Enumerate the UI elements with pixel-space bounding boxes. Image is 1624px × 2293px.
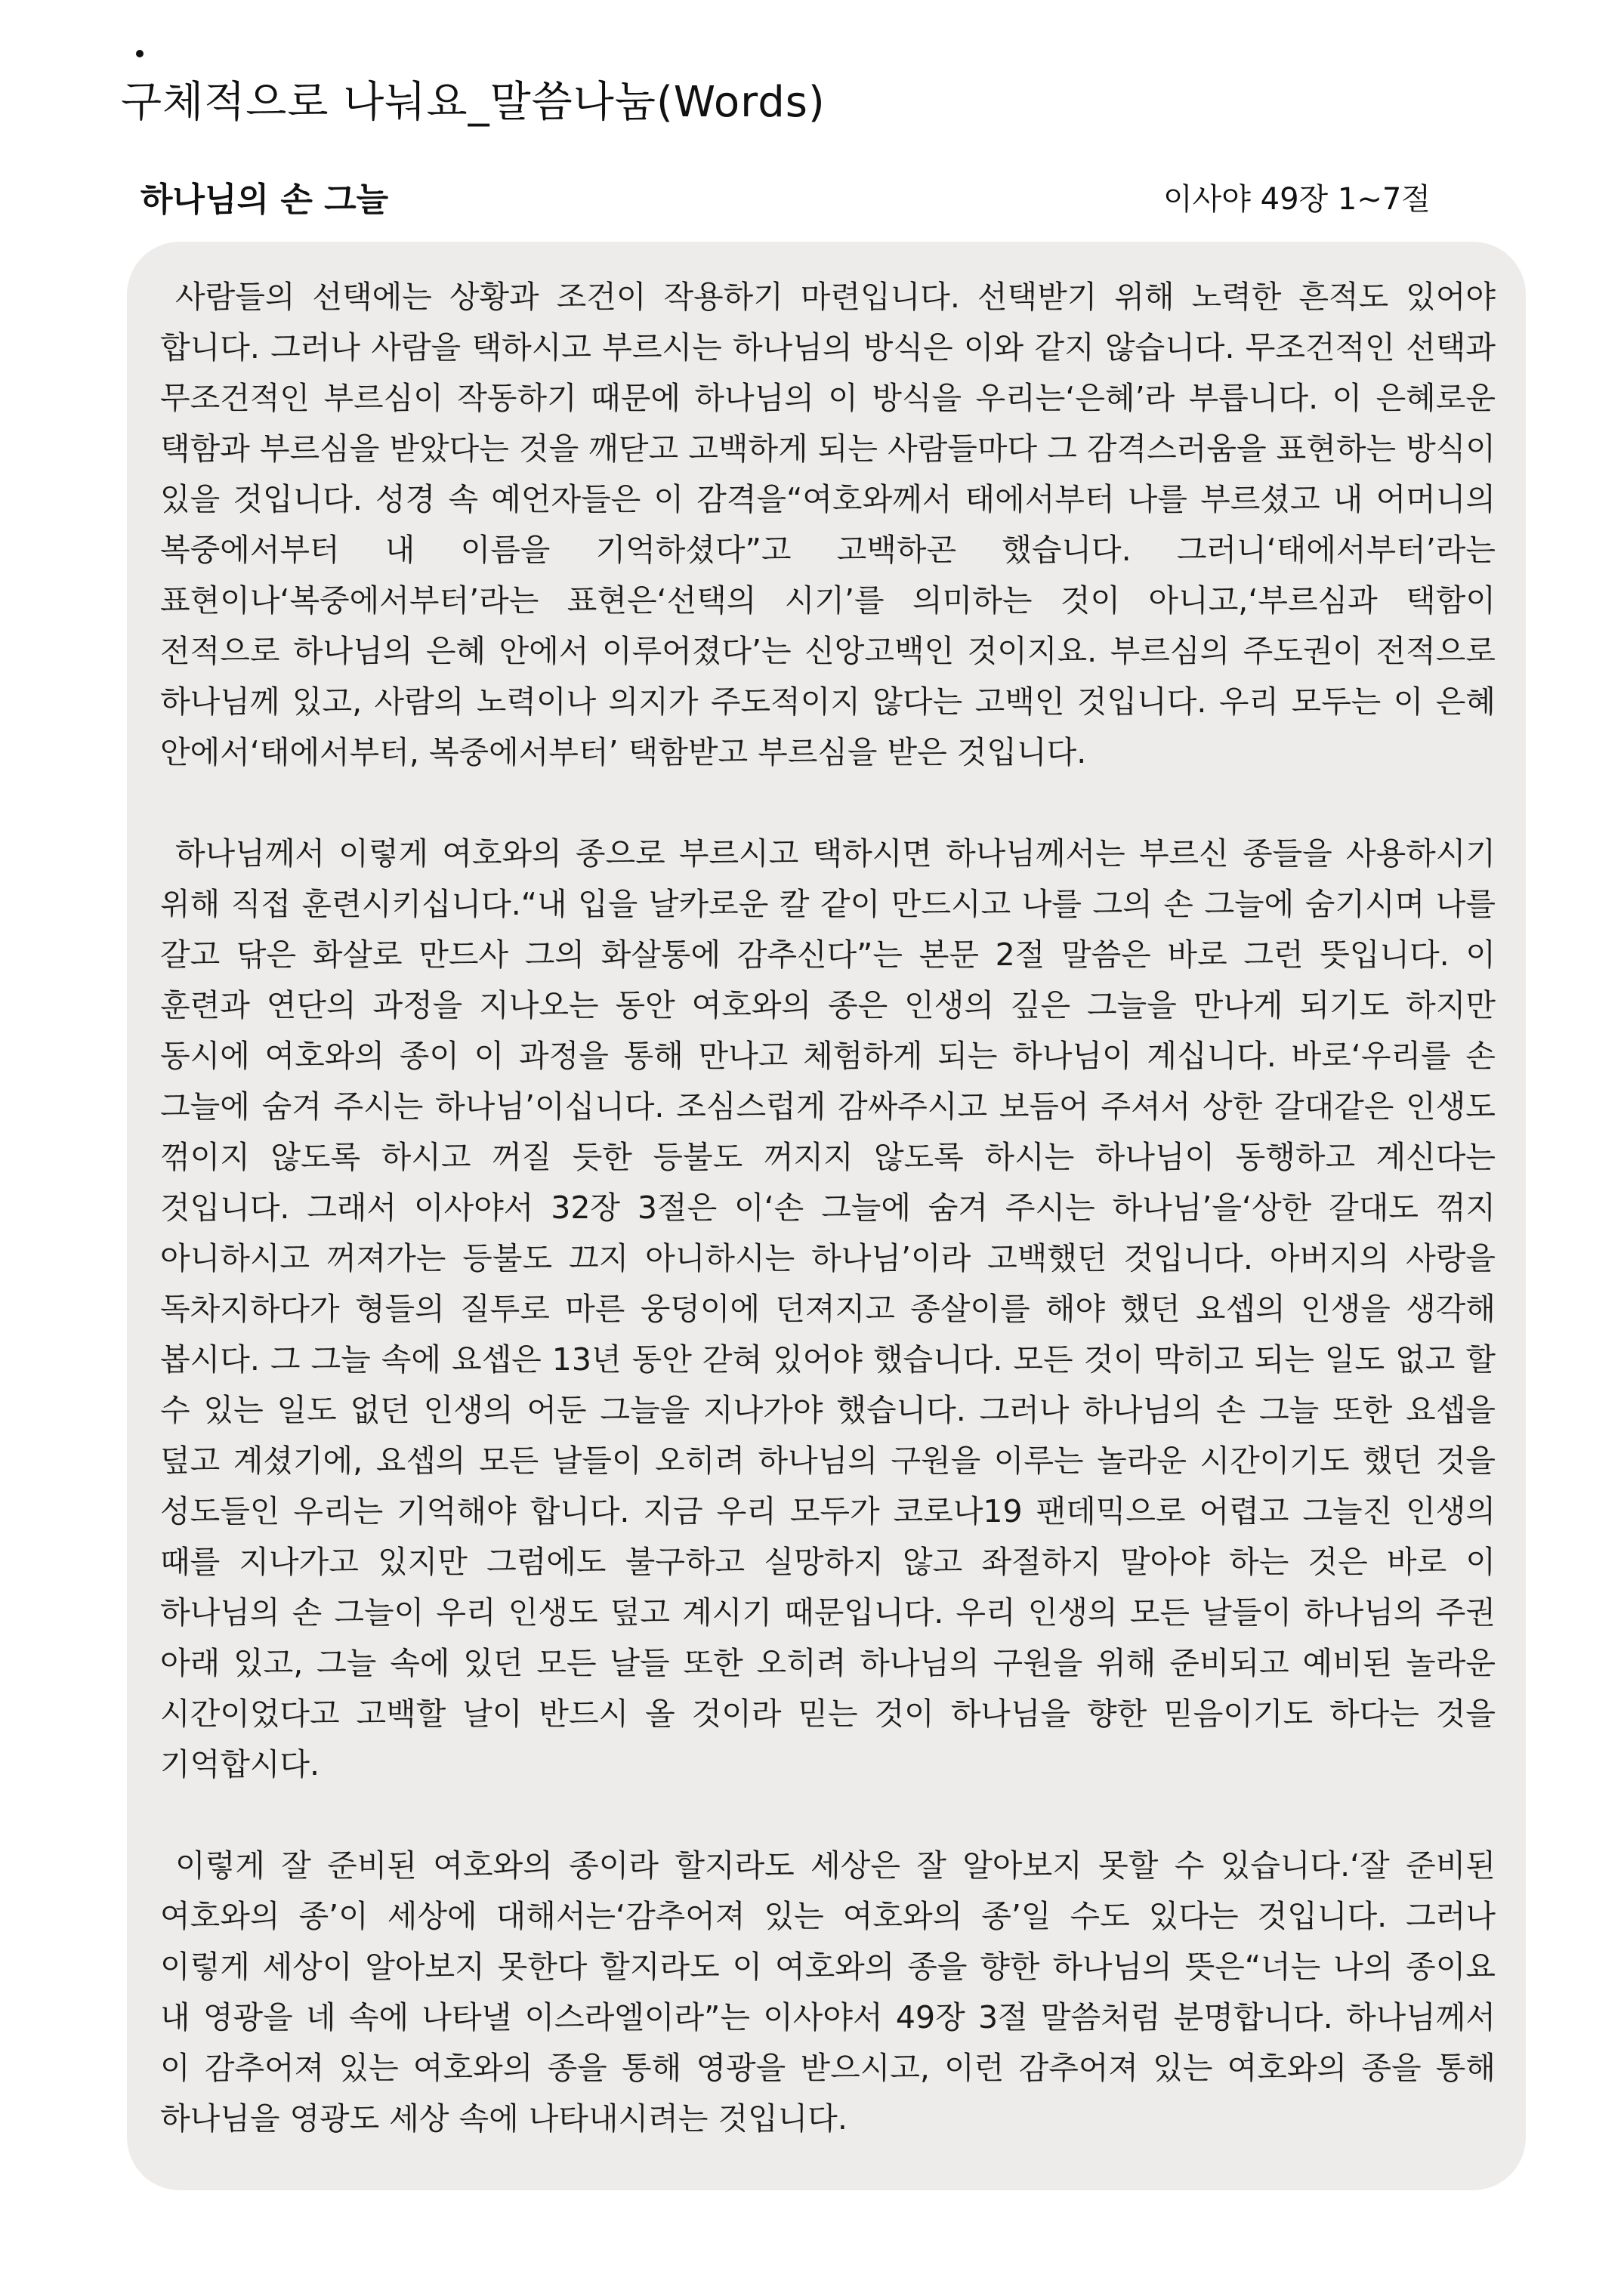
sermon-title: 하나님의 손 그늘	[140, 181, 389, 219]
header-title-text: 구체적으로 나눠요_말씀나눔(Words)	[121, 78, 826, 127]
paragraph-1: 사람들의 선택에는 상황과 조건이 작용하기 마련입니다. 선택받기 위해 노력한 흔적도 있어야 합니다. 그러나 사람을 택하시고 부르시는 하나님의 방식은 이와 같지 않습니다. 무조건적인 선택과 무조건적인 부르심이 작동하기 때문에 하나님의 이 방식을 우리는‘은혜’라 부릅니다. 이 은혜로운 택함과 부르심을 받았다는 것을 깨닫고 고백하게 되는 사람들마다 그 감격스러움을 표현하는 방식이 있을 것입니다. 성경 속 예언자들은 이 감격을“여호와께서 태에서부터 나를 부르셨고 내 어머니의 복중에서부터 내 이름을 기억하셨다”고 고백하곤 했습니다. 그러니‘태에서부터’라는 표현이나‘복중에서부터’라는 표현은‘선택의 시기’를 의미하는 것이 아니고,‘부르심과 택함이 전적으로 하나님의 은혜 안에서 이루어졌다’는 신앙고백인 것이지요. 부르심의 주도권이 전적으로 하나님께 있고, 사람의 노력이나 의지가 주도적이지 않다는 고백인 것입니다. 우리 모두는 이 은혜 안에서‘태에서부터, 복중에서부터’ 택함받고 부르심을 받은 것입니다.	[160, 279, 1496, 770]
paragraph-2: 하나님께서 이렇게 여호와의 종으로 부르시고 택하시면 하나님께서는 부르신 종들을 사용하시기 위해 직접 훈련시키십니다.“내 입을 날카로운 칼 같이 만드시고 나를 그의 손 그늘에 숨기시며 나를 갈고 닦은 화살로 만드사 그의 화살통에 감추신다”는 본문 2절 말씀은 바로 그런 뜻입니다. 이 훈련과 연단의 과정을 지나오는 동안 여호와의 종은 인생의 깊은 그늘을 만나게 되기도 하지만 동시에 여호와의 종이 이 과정을 통해 만나고 체험하게 되는 하나님이 계십니다. 바로‘우리를 손 그늘에 숨겨 주시는 하나님’이십니다. 조심스럽게 감싸주시고 보듬어 주셔서 상한 갈대같은 인생도 꺾이지 않도록 하시고 꺼질 듯한 등불도 꺼지지 않도록 하시는 하나님이 동행하고 계신다는 것입니다. 그래서 이사야서 32장 3절은 이‘손 그늘에 숨겨 주시는 하나님’을‘상한 갈대도 꺾지 아니하시고 꺼져가는 등불도 끄지 아니하시는 하나님’이라 고백했던 것입니다. 아버지의 사랑을 독차지하다가 형들의 질투로 마른 웅덩이에 던져지고 종살이를 해야 했던 요셉의 인생을 생각해 봅시다. 그 그늘 속에 요셉은 13년 동안 갇혀 있어야 했습니다. 모든 것이 막히고 되는 일도 없고 할 수 있는 일도 없던 인생의 어둔 그늘을 지나가야 했습니다. 그러나 하나님의 손 그늘 또한 요셉을 덮고 계셨기에, 요셉의 모든 날들이 오히려 하나님의 구원을 이루는 놀라운 시간이기도 했던 것을 성도들인 우리는 기억해야 합니다. 지금 우리 모두가 코로나19 팬데믹으로 어렵고 그늘진 인생의 때를 지나가고 있지만 그럼에도 불구하고 실망하지 않고 좌절하지 말아야 하는 것은 바로 이 하나님의 손 그늘이 우리 인생도 덮고 계시기 때문입니다. 우리 인생의 모든 날들이 하나님의 주권 아래 있고, 그늘 속에 있던 모든 날들 또한 오히려 하나님의 구원을 위해 준비되고 예비된 놀라운 시간이었다고 고백할 날이 반드시 올 것이라 믿는 것이 하나님을 향한 믿음이기도 하다는 것을 기억합시다.	[160, 835, 1496, 1782]
page-header-title	[121, 78, 826, 127]
sermon-content-box	[127, 242, 1526, 2190]
paragraph-3: 이렇게 잘 준비된 여호와의 종이라 할지라도 세상은 잘 알아보지 못할 수 있습니다.‘잘 준비된 여호와의 종’이 세상에 대해서는‘감추어져 있는 여호와의 종’일 수도 있다는 것입니다. 그러나 이렇게 세상이 알아보지 못한다 할지라도 이 여호와의 종을 향한 하나님의 뜻은“너는 나의 종이요 내 영광을 네 속에 나타낼 이스라엘이라”는 이사야서 49장 3절 말씀처럼 분명합니다. 하나님께서 이 감추어져 있는 여호와의 종을 통해 영광을 받으시고, 이런 감추어져 있는 여호와의 종을 통해 하나님을 영광도 세상 속에 나타내시려는 것입니다.	[160, 1847, 1496, 2137]
scripture-reference: 이사야 49장 1~7절	[1163, 182, 1431, 217]
title-dot-decoration	[136, 50, 144, 57]
